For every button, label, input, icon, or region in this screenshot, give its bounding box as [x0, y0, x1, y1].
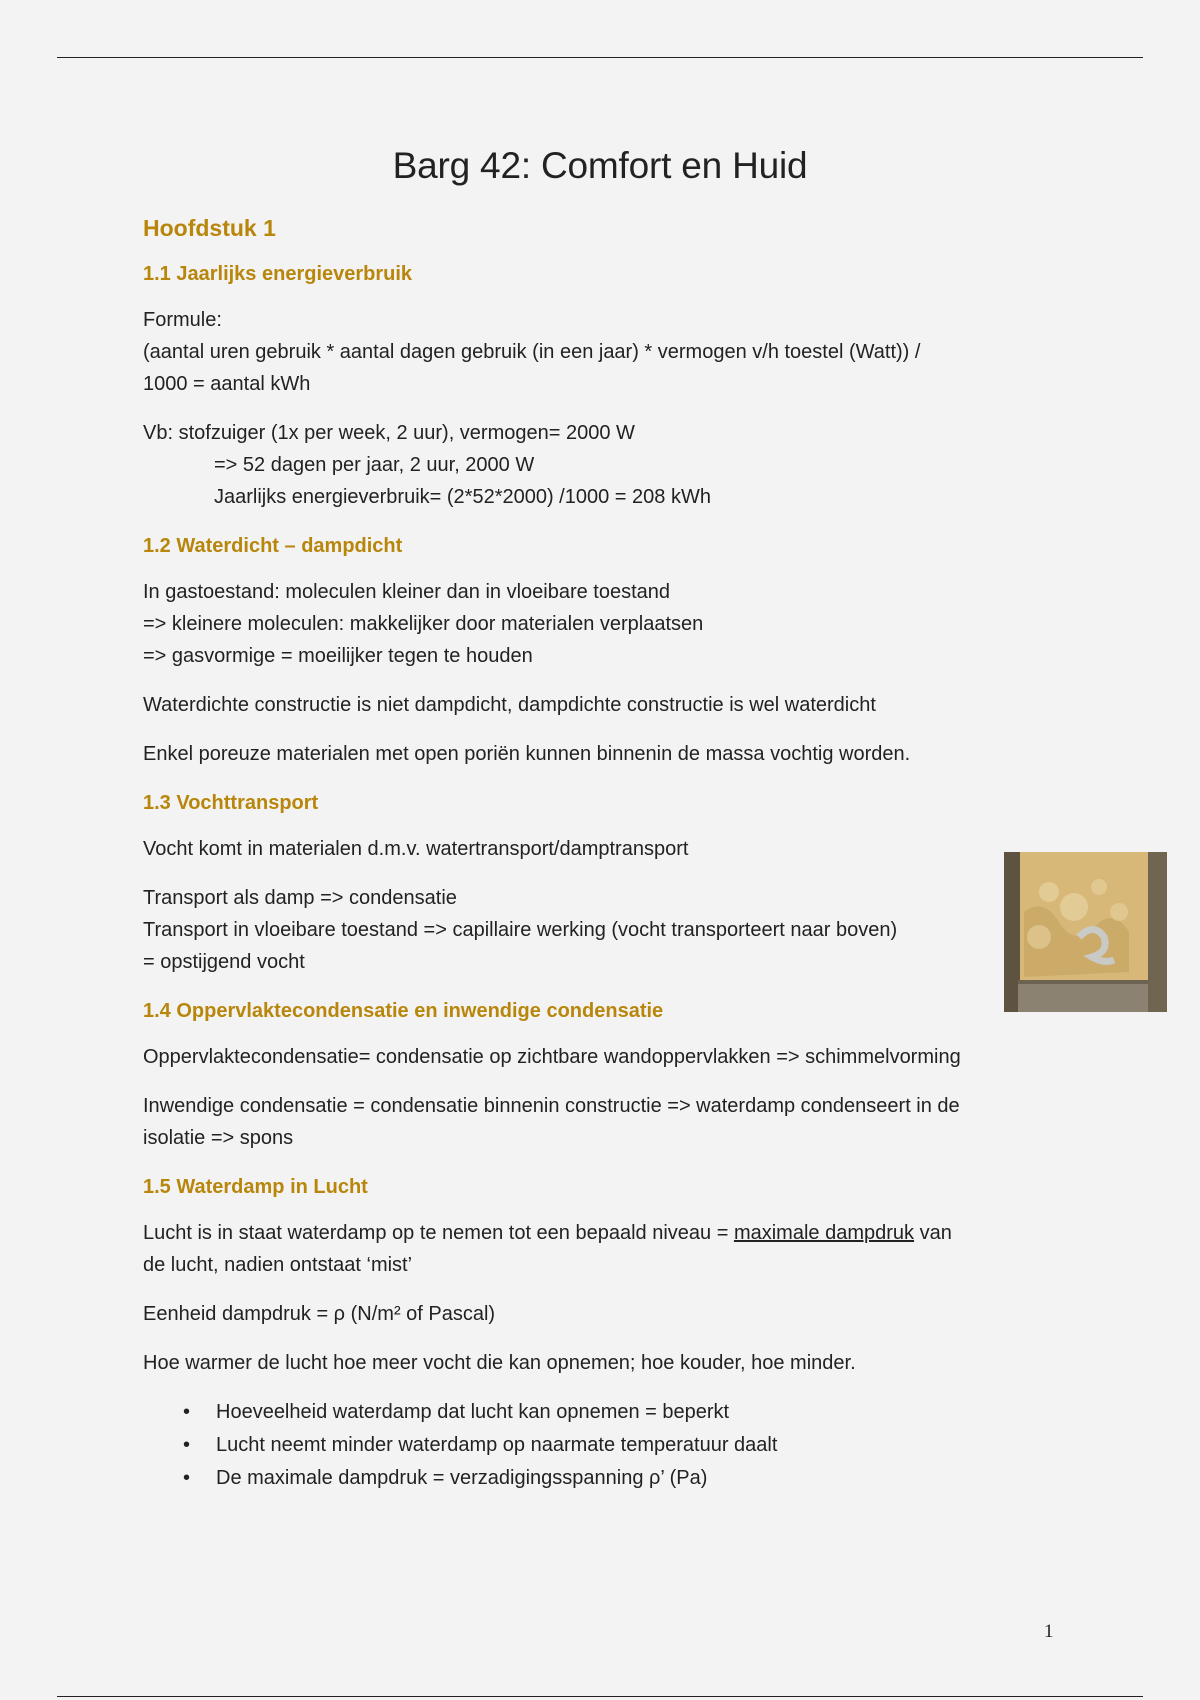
list-item-text: Hoeveelheid waterdamp dat lucht kan opnemen = beperkt — [216, 1401, 730, 1423]
section-heading-1-4: 1.4 Oppervlaktecondensatie en inwendige condensatie — [143, 1000, 664, 1022]
example-line: Vb: stofzuiger (1x per week, 2 uur), vermogen= 2000 W — [143, 422, 635, 444]
paragraph: Waterdichte constructie is niet dampdicht, dampdichte constructie is wel waterdicht — [143, 694, 876, 716]
underlined-term: maximale dampdruk — [733, 1222, 915, 1244]
list-item — [143, 1462, 1073, 1495]
rising-damp-photo — [1004, 852, 1167, 1012]
text-line: Transport als damp => condensatie — [143, 887, 457, 909]
section-heading-1-2: 1.2 Waterdicht – dampdicht — [143, 535, 403, 557]
example-line: Jaarlijks energieverbruik= (2*52*2000) /1000 = 208 kWh — [214, 486, 711, 508]
text-line: Inwendige condensatie = condensatie binnenin constructie => waterdamp condenseert in de — [143, 1095, 960, 1117]
text-line: In gastoestand: moleculen kleiner dan in vloeibare toestand — [143, 581, 671, 603]
paragraph: Hoe warmer de lucht hoe meer vocht die kan opnemen; hoe kouder, hoe minder. — [143, 1352, 856, 1374]
bullet-icon: • — [183, 1401, 191, 1423]
bullet-icon: • — [183, 1434, 191, 1456]
section-heading-1-3: 1.3 Vochttransport — [143, 792, 319, 814]
section-heading-1-1: 1.1 Jaarlijks energieverbruik — [143, 263, 413, 285]
chapter-heading: Hoofdstuk 1 — [143, 215, 276, 241]
text-line: Transport in vloeibare toestand => capillaire werking (vocht transporteert naar boven) — [143, 919, 898, 941]
footer-rule — [57, 1696, 1143, 1697]
formula-line: (aantal uren gebruik * aantal dagen gebruik (in een jaar) * vermogen v/h toestel (Watt)) / — [143, 341, 921, 363]
paragraph: Enkel poreuze materialen met open poriën kunnen binnenin de massa vochtig worden. — [143, 743, 911, 765]
text-fragment: van — [914, 1222, 952, 1244]
formula-line: 1000 = aantal kWh — [143, 373, 311, 395]
text-line — [143, 1217, 1073, 1249]
section-heading-1-5: 1.5 Waterdamp in Lucht — [143, 1176, 368, 1198]
list-item — [143, 1429, 1073, 1462]
header-rule — [57, 57, 1143, 58]
document-body — [143, 212, 1073, 1495]
damp-wall-image — [1004, 852, 1167, 1012]
text-line: = opstijgend vocht — [143, 951, 305, 973]
example-line: => 52 dagen per jaar, 2 uur, 2000 W — [214, 454, 535, 476]
formula-paragraph — [143, 304, 1073, 400]
text-line: de lucht, nadien ontstaat ‘mist’ — [143, 1254, 413, 1276]
list-item-text: Lucht neemt minder waterdamp op naarmate temperatuur daalt — [216, 1434, 778, 1456]
paragraph: Oppervlaktecondensatie= condensatie op zichtbare wandoppervlakken => schimmelvorming — [143, 1046, 961, 1068]
bullet-icon: • — [183, 1467, 191, 1489]
text-fragment: Lucht is in staat waterdamp op te nemen tot een bepaald niveau = — [143, 1222, 734, 1244]
paragraph — [143, 576, 1073, 672]
paragraph — [143, 1090, 1073, 1154]
paragraph — [143, 1217, 1073, 1281]
formula-label: Formule: — [143, 309, 222, 331]
text-line: isolatie => spons — [143, 1127, 294, 1149]
bullet-list — [143, 1396, 1073, 1495]
paragraph: Eenheid dampdruk = ρ (N/m² of Pascal) — [143, 1303, 496, 1325]
paragraph — [143, 882, 1073, 978]
example-paragraph — [143, 417, 1073, 513]
document-title: Barg 42: Comfort en Huid — [392, 145, 808, 186]
page-number: 1 — [1044, 1621, 1054, 1642]
text-line: => gasvormige = moeilijker tegen te houden — [143, 645, 533, 667]
text-line: => kleinere moleculen: makkelijker door materialen verplaatsen — [143, 613, 704, 635]
list-item — [143, 1396, 1073, 1429]
paragraph: Vocht komt in materialen d.m.v. watertransport/damptransport — [143, 838, 689, 860]
list-item-text: De maximale dampdruk = verzadigingsspanning ρ’ (Pa) — [216, 1467, 708, 1489]
